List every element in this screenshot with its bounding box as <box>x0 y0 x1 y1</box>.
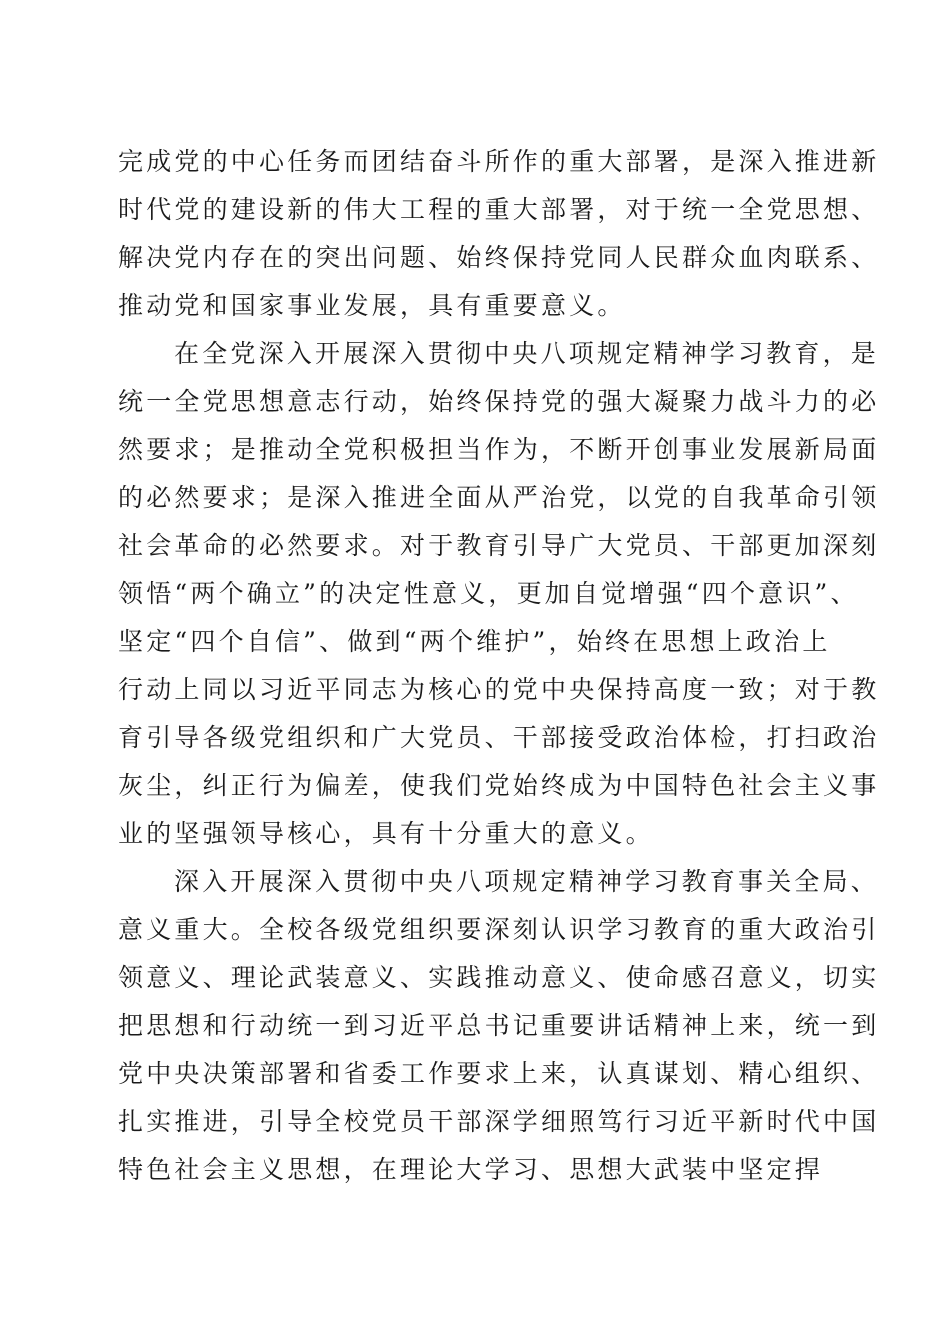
text-line: 领意义、理论武装意义、实践推动意义、使命感召意义，切实 <box>118 963 880 992</box>
text-line: 行动上同以习近平同志为核心的党中央保持高度一致；对于教 <box>118 675 880 704</box>
paragraph-first-line: 深入开展深入贯彻中央八项规定精神学习教育事关全局、 <box>174 867 880 896</box>
text-line: 扎实推进，引导全校党员干部深学细照笃行习近平新时代中国 <box>118 1107 880 1136</box>
text-line: 灰尘，纠正行为偏差，使我们党始终成为中国特色社会主义事 <box>118 771 880 800</box>
text-line: 的必然要求；是深入推进全面从严治党，以党的自我革命引领 <box>118 483 880 512</box>
text-line: 坚定“四个自信”、做到“两个维护”，始终在思想上政治上 <box>118 627 831 656</box>
text-line: 统一全党思想意志行动，始终保持党的强大凝聚力战斗力的必 <box>118 387 880 416</box>
text-line: 特色社会主义思想，在理论大学习、思想大武装中坚定捍 <box>118 1155 824 1184</box>
text-line: 推动党和国家事业发展，具有重要意义。 <box>118 291 626 320</box>
body-text <box>118 138 880 1194</box>
text-line: 把思想和行动统一到习近平总书记重要讲话精神上来，统一到 <box>118 1011 880 1040</box>
text-line: 时代党的建设新的伟大工程的重大部署，对于统一全党思想、 <box>118 195 880 224</box>
text-line: 领悟“两个确立”的决定性意义，更加自觉增强“四个意识”、 <box>118 579 859 608</box>
text-line: 解决党内存在的突出问题、始终保持党同人民群众血肉联系、 <box>118 243 880 272</box>
text-line: 育引导各级党组织和广大党员、干部接受政治体检，打扫政治 <box>118 723 880 752</box>
text-line: 然要求；是推动全党积极担当作为，不断开创事业发展新局面 <box>118 435 880 464</box>
text-line: 社会革命的必然要求。对于教育引导广大党员、干部更加深刻 <box>118 531 880 560</box>
text-line: 党中央决策部署和省委工作要求上来，认真谋划、精心组织、 <box>118 1059 880 1088</box>
text-line: 完成党的中心任务而团结奋斗所作的重大部署，是深入推进新 <box>118 147 880 176</box>
paragraph-first-line: 在全党深入开展深入贯彻中央八项规定精神学习教育，是 <box>174 339 880 368</box>
text-line: 意义重大。全校各级党组织要深刻认识学习教育的重大政治引 <box>118 915 880 944</box>
text-line: 业的坚强领导核心，具有十分重大的意义。 <box>118 819 654 848</box>
